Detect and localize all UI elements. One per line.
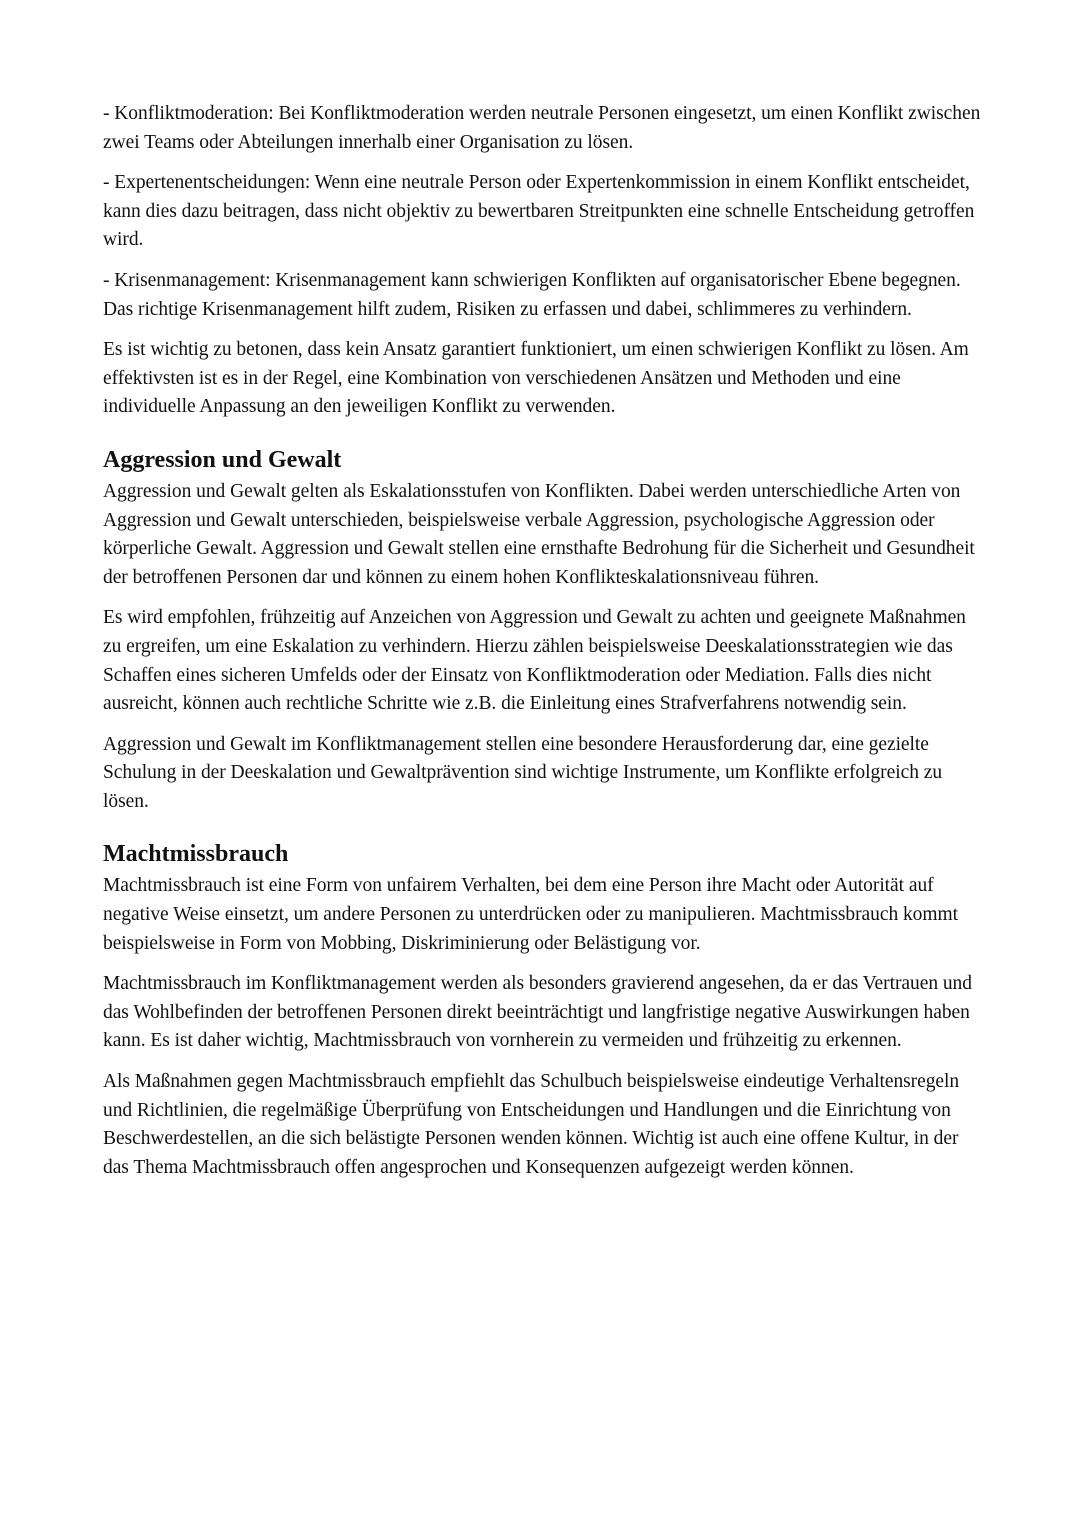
aggression-paragraph: Aggression und Gewalt im Konfliktmanagement stellen eine besondere Herausforderung dar, eine gezielte Schulung in der Deeskalation und Gewaltprävention sind wichtige Instrumente, um Konflikte erfolgreich zu lösen. <box>103 733 943 812</box>
machtmissbrauch-paragraph: Machtmissbrauch im Konfliktmanagement werden als besonders gravierend angesehen, da er das Vertrauen und das Wohlbefinden der betroffenen Personen direkt beeinträchtigt und langfristige negative Auswirkungen haben kann. Es ist daher wichtig, Machtmissbrauch von vornherein zu vermeiden und frühzeitig zu erkennen. <box>103 973 972 1052</box>
machtmissbrauch-paragraph: Als Maßnahmen gegen Machtmissbrauch empfiehlt das Schulbuch beispielsweise eindeutige Verhaltensregeln und Richtlinien, die regelmäßige Überprüfung von Entscheidungen und Handlungen und die Einrichtung von Beschwerdestellen, an die sich belästigte Personen wenden können. Wichtig ist auch eine offene Kultur, in der das Thema Machtmissbrauch offen angesprochen und Konsequenzen aufgezeigt werden können. <box>103 1071 960 1178</box>
bullet-konfliktmoderation: - Konfliktmoderation: Bei Konfliktmoderation werden neutrale Personen eingesetzt, um einen Konflikt zwischen zwei Teams oder Abteilungen innerhalb einer Organisation zu lösen. <box>103 103 981 153</box>
document-page <box>103 100 983 1194</box>
section-heading-machtmissbrauch: Machtmissbrauch <box>103 841 289 868</box>
intro-conclusion-paragraph: Es ist wichtig zu betonen, dass kein Ansatz garantiert funktioniert, um einen schwierigen Konflikt zu lösen. Am effektivsten ist es in der Regel, eine Kombination von verschiedenen Ansätzen und Methoden und eine individuelle Anpassung an den jeweiligen Konflikt zu verwenden. <box>103 339 969 418</box>
machtmissbrauch-paragraph: Machtmissbrauch ist eine Form von unfairem Verhalten, bei dem eine Person ihre Macht oder Autorität auf negative Weise einsetzt, um andere Personen zu unterdrücken oder zu manipulieren. Machtmissbrauch kommt beispielsweise in Form von Mobbing, Diskriminierung oder Belästigung vor. <box>103 875 958 954</box>
section-heading-aggression: Aggression und Gewalt <box>103 446 342 473</box>
bullet-krisenmanagement: - Krisenmanagement: Krisenmanagement kann schwierigen Konflikten auf organisatorischer Ebene begegnen. Das richtige Krisenmanagement hilft zudem, Risiken zu erfassen und dabei, schlimmeres zu verhindern. <box>103 269 961 320</box>
aggression-paragraph: Aggression und Gewalt gelten als Eskalationsstufen von Konflikten. Dabei werden unterschiedliche Arten von Aggression und Gewalt unterschieden, beispielsweise verbale Aggression, psychologische Aggression oder körperliche Gewalt. Aggression und Gewalt stellen eine ernsthafte Bedrohung für die Sicherheit und Gesundheit der betroffenen Personen dar und können zu einem hohen Konflikteskalationsniveau führen. <box>103 480 975 588</box>
aggression-paragraph: Es wird empfohlen, frühzeitig auf Anzeichen von Aggression und Gewalt zu achten und geeignete Maßnahmen zu ergreifen, um eine Eskalation zu verhindern. Hierzu zählen beispielsweise Deeskalationsstrategien wie das Schaffen eines sicheren Umfelds oder der Einsatz von Konfliktmoderation oder Mediation. Falls dies nicht ausreicht, können auch rechtliche Schritte wie z.B. die Einleitung eines Strafverfahrens notwendig sein. <box>103 607 966 715</box>
bullet-expertenentscheidungen: - Expertenentscheidungen: Wenn eine neutrale Person oder Expertenkommission in einem Konflikt entscheidet, kann dies dazu beitragen, dass nicht objektiv zu bewertbaren Streitpunkten eine schnelle Entscheidung getroffen wird. <box>103 172 975 251</box>
